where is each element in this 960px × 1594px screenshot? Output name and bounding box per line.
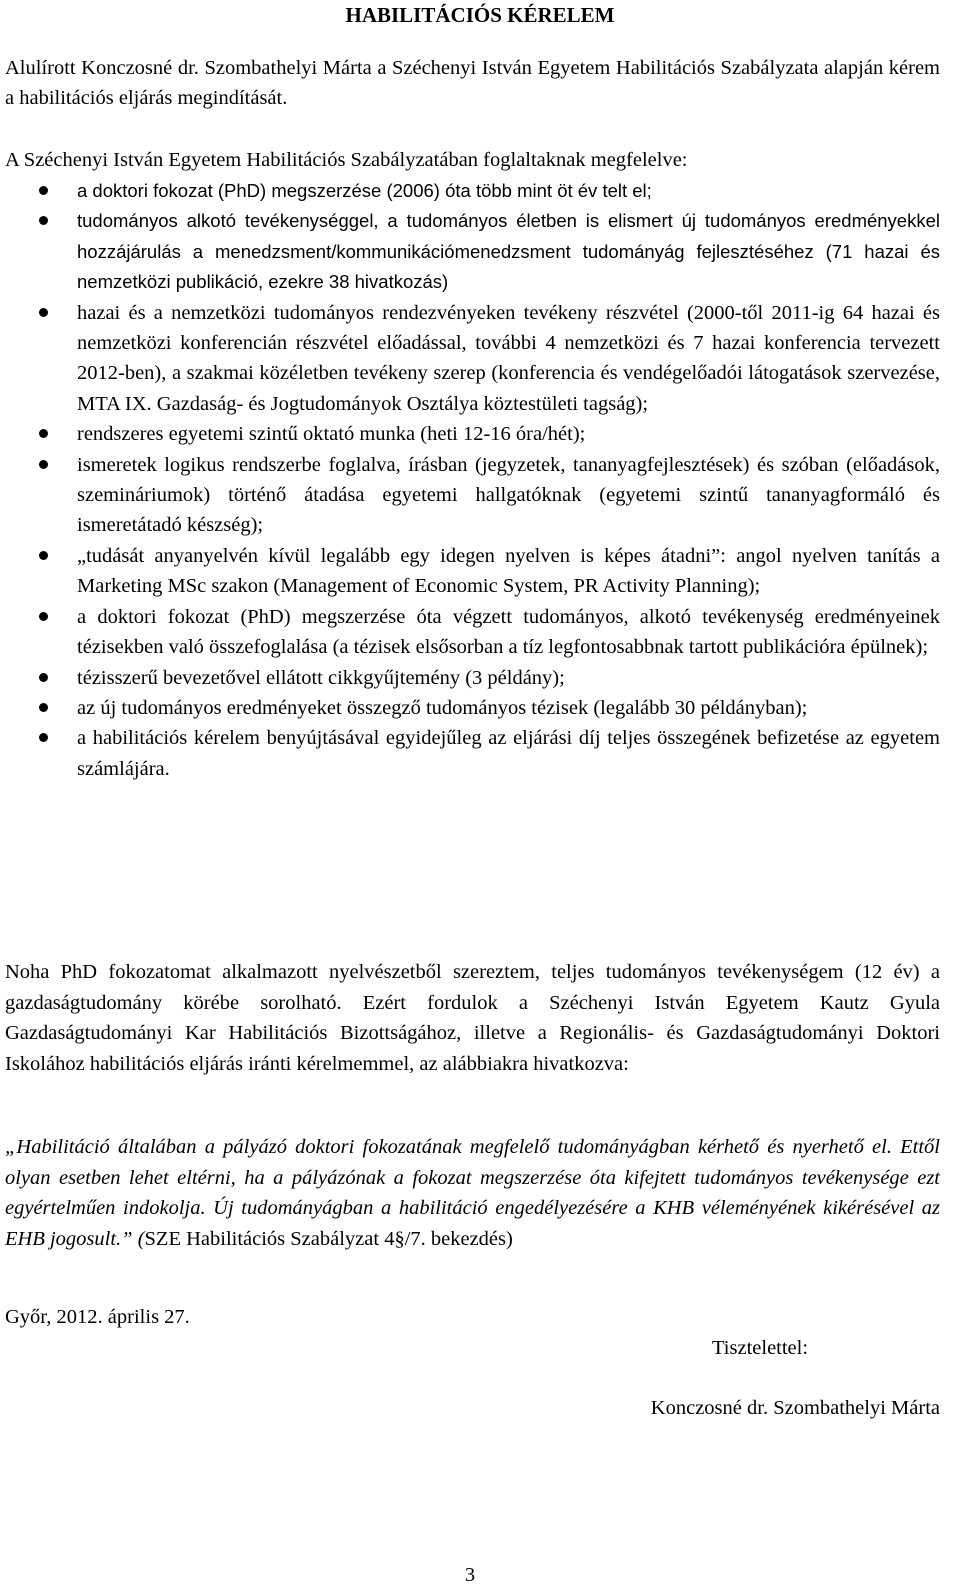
list-item bbox=[0, 541, 940, 602]
signature-name: Konczosné dr. Szombathelyi Márta bbox=[650, 1397, 940, 1419]
list-item bbox=[0, 176, 940, 206]
criteria-heading: A Széchenyi István Egyetem Habilitációs Szabályzatában foglaltaknak megfelelve: bbox=[5, 149, 688, 171]
list-item-text: a doktori fokozat (PhD) megszerzése óta végzett tudományos, alkotó tevékenység eredményeinek tézisekben való összefoglalása (a tézisek elsősorban a tíz legfontosabbnak tartott publikációra épülnek); bbox=[77, 605, 940, 659]
bullet-icon bbox=[39, 612, 48, 621]
request-paragraph: Noha PhD fokozatomat alkalmazott nyelvészetből szereztem, teljes tudományos tevékenységem (12 év) a gazdaságtudomány körébe sorolható. Ezért fordulok a Széchenyi István Egyetem Kautz Gyula Gazdaságtudományi Kar Habilitációs Bizottságához, illetve a Regionális- és Gazdaságtudományi Doktori Iskolához habilitációs eljárás iránti kérelmemmel, az alábbiakra hivatkozva: bbox=[5, 961, 940, 1075]
list-item bbox=[0, 206, 940, 297]
page-number: 3 bbox=[464, 1564, 476, 1586]
list-item-text: tézisszerű bevezetővel ellátott cikkgyűjtemény (3 példány); bbox=[77, 666, 565, 689]
closing-salutation: Tisztelettel: bbox=[712, 1337, 809, 1359]
list-item bbox=[0, 419, 940, 449]
bullet-icon bbox=[39, 186, 48, 195]
list-item bbox=[0, 723, 940, 784]
list-item-text: „tudását anyanyelvén kívül legalább egy idegen nyelven is képes átadni”: angol nyelven tanítás a Marketing MSc szakon (Management of Economic System, PR Activity Planning); bbox=[77, 544, 940, 598]
intro-paragraph: Alulírott Konczosné dr. Szombathelyi Márta a Széchenyi István Egyetem Habilitációs Szabályzata alapján kérem a habilitációs eljárás megindítását. bbox=[5, 57, 940, 109]
bullet-icon bbox=[39, 733, 48, 742]
bullet-icon bbox=[39, 551, 48, 560]
list-item bbox=[0, 663, 940, 693]
list-item-text: a habilitációs kérelem benyújtásával egyidejűleg az eljárási díj teljes összegének befizetése az egyetem számlájára. bbox=[77, 727, 940, 780]
list-item-text: ismeretek logikus rendszerbe foglalva, írásban (jegyzetek, tananyagfejlesztések) és szóban (előadások, szemináriumok) történő átadása egyetemi hallgatóknak (egyetemi szintű tananyagformáló és ismeretátadó készség); bbox=[77, 453, 940, 537]
quote-source: SZE Habilitációs Szabályzat 4§/7. bekezdés) bbox=[144, 1227, 513, 1250]
bullet-icon bbox=[39, 216, 48, 225]
list-item-text: hazai és a nemzetközi tudományos rendezvényeken tevékeny részvétel (2000-től 2011-ig 64 hazai és nemzetközi konferencián részvétel előadással, további 4 nemzetközi és 7 hazai konferencia tervezett 2012-ben), a szakmai közéletben tevékeny szerep (konferencia és vendégelőadói látogatások szervezése, MTA IX. Gazdaság- és Jogtudományok Osztálya köztestületi tagság); bbox=[77, 301, 940, 415]
list-item bbox=[0, 693, 940, 723]
document-title: HABILITÁCIÓS KÉRELEM bbox=[345, 3, 615, 27]
bullet-icon bbox=[39, 703, 48, 712]
bullet-icon bbox=[39, 673, 48, 682]
regulation-quote bbox=[5, 1132, 940, 1254]
list-item bbox=[0, 450, 940, 541]
bullet-icon bbox=[39, 460, 48, 469]
quote-text: „Habilitáció általában a pályázó doktori fokozatának megfelelő tudományágban kérhető és nyerhető el. Ettől olyan esetben lehet eltérni, ha a pályázónak a fokozat megszerzése óta kifejtett tudományos tevékenysége ezt egyértelműen indokolja. Új tudományágban a habilitáció engedélyezésére a KHB véleményének kikérésével az EHB jogosult.” ( bbox=[5, 1136, 940, 1250]
list-item bbox=[0, 298, 940, 420]
place-date: Győr, 2012. április 27. bbox=[5, 1306, 190, 1328]
list-item bbox=[0, 602, 940, 663]
list-item-text: tudományos alkotó tevékenységgel, a tudományos életben is elismert új tudományos eredményekkel hozzájárulás a menedzsment/kommunikációmenedzsment tudományág fejlesztéséhez (71 hazai és nemzetközi publikáció, ezekre 38 hivatkozás) bbox=[77, 210, 940, 293]
bullet-icon bbox=[39, 308, 48, 317]
list-item-text: rendszeres egyetemi szintű oktató munka (heti 12-16 óra/hét); bbox=[77, 423, 586, 446]
list-item-text: a doktori fokozat (PhD) megszerzése (2006) óta több mint öt év telt el; bbox=[77, 180, 652, 201]
criteria-list bbox=[0, 176, 940, 784]
list-item-text: az új tudományos eredményeket összegző tudományos tézisek (legalább 30 példányban); bbox=[77, 696, 808, 719]
bullet-icon bbox=[39, 429, 48, 438]
